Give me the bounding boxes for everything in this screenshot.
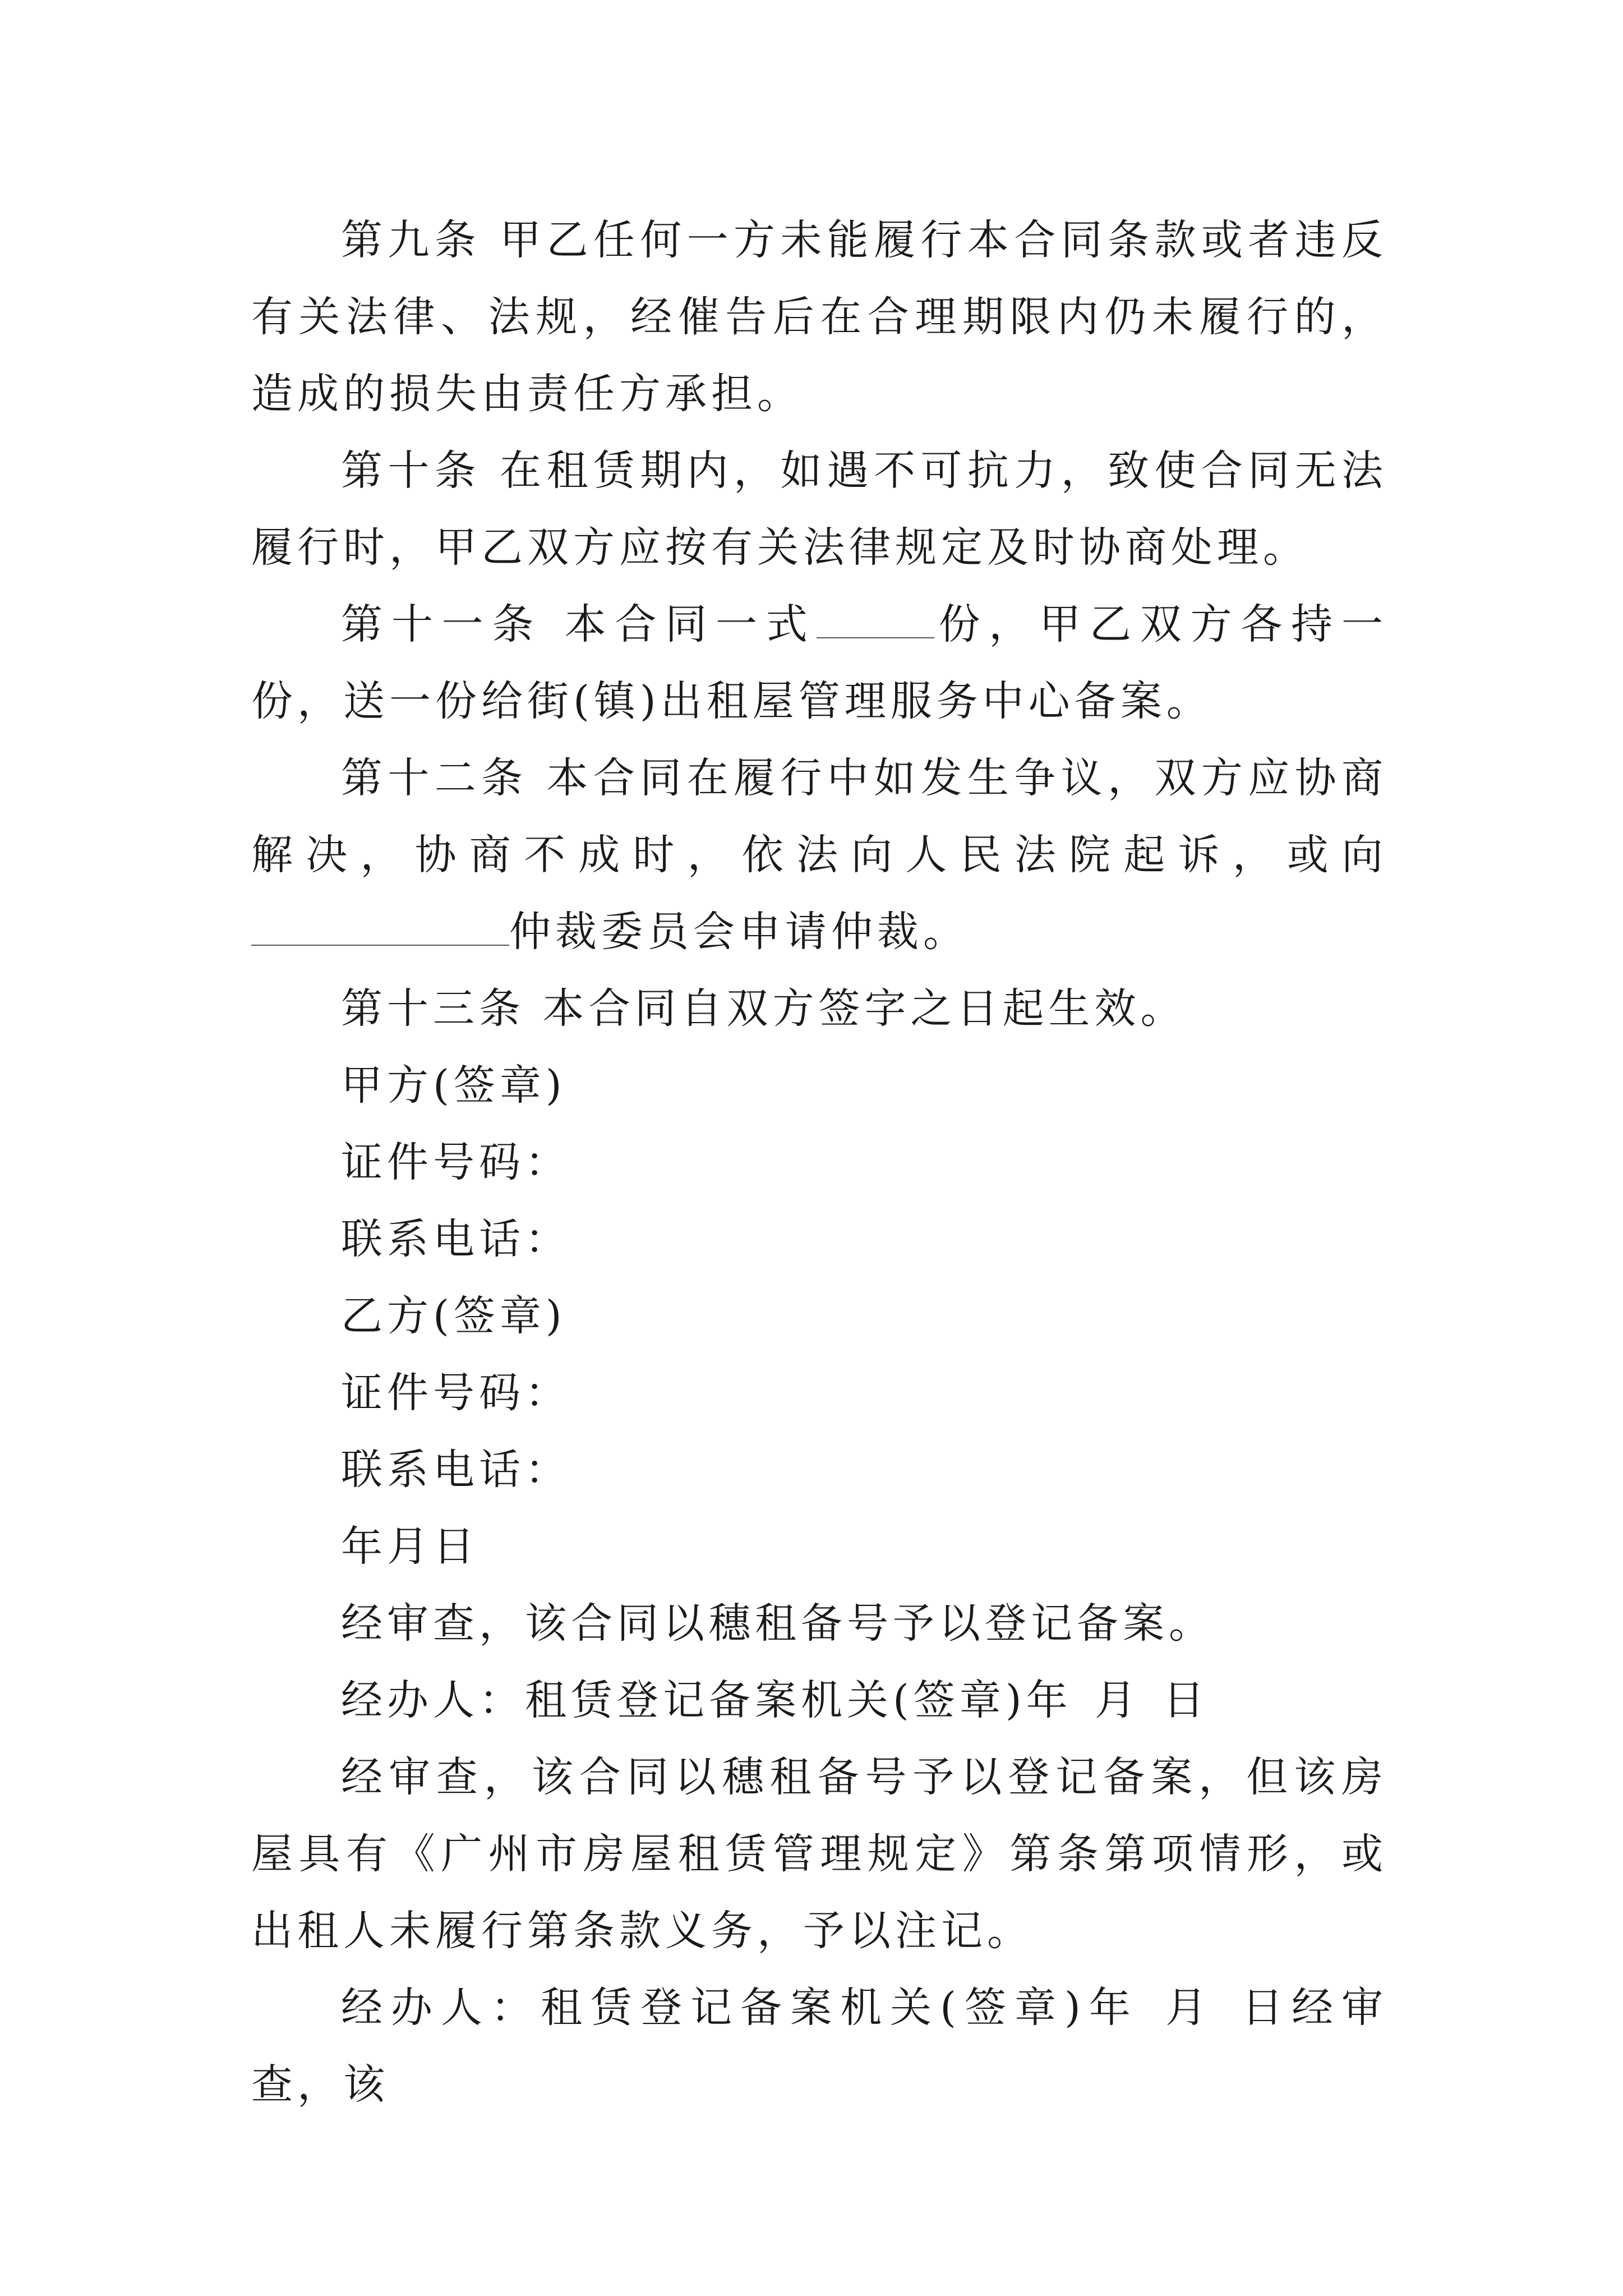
party-b-id: 证件号码： (341, 1369, 571, 1417)
handler-2 (251, 1970, 1387, 2123)
article-12-before: 第十二条 本合同在履行中如发生争议，双方应协商解决，协商不成时，依法向人民法院起诉，或向 (251, 754, 1387, 879)
party-a-phone: 联系电话： (341, 1215, 571, 1263)
article-11 (251, 586, 1387, 740)
party-a-id: 证件号码： (341, 1138, 571, 1186)
copies-blank (817, 592, 934, 638)
article-10: 第十条 在租赁期内，如遇不可抗力，致使合同无法履行时，甲乙双方应按有关法律规定及时协商处理。 (251, 447, 1387, 572)
handler-1 (251, 1662, 1387, 1739)
party-b-sign: 乙方(签章) (341, 1292, 566, 1340)
party-a-sign: 甲方(签章) (341, 1061, 566, 1110)
handler-1-day: 日 (1163, 1676, 1209, 1724)
article-11-before: 第十一条 本合同一式 (341, 600, 817, 648)
handler-2-tail: 日经审查，该 (251, 1984, 1388, 2109)
article-9: 第九条 甲乙任何一方未能履行本合同条款或者违反有关法律、法规，经催告后在合理期限内仍未履行的，造成的损失由责任方承担。 (251, 216, 1387, 418)
review-2: 经审查，该合同以穗租备号予以登记备案，但该房屋具有《广州市房屋租赁管理规定》第条第项情形，或出租人未履行第条款义务，予以注记。 (251, 1753, 1387, 1955)
party-b-phone: 联系电话： (341, 1446, 571, 1494)
arbitration-blank (251, 900, 509, 946)
handler-1-month: 月 (1094, 1676, 1141, 1724)
handler-2-text: 经办人：租赁登记备案机关(签章)年 (341, 1984, 1139, 2032)
article-12 (251, 740, 1387, 970)
handler-2-month: 月 (1161, 1984, 1215, 2032)
article-11-after: 份，甲乙双方各持一份，送一份给街(镇)出租屋管理服务中心备案。 (251, 600, 1387, 725)
handler-1-text: 经办人：租赁登记备案机关(签章)年 (341, 1676, 1072, 1724)
date-line: 年月日 (341, 1522, 479, 1571)
document-body (251, 202, 1387, 2123)
review-1: 经审查，该合同以穗租备号予以登记备案。 (341, 1599, 1215, 1648)
article-12-after: 仲裁委员会申请仲裁。 (509, 908, 969, 956)
article-13: 第十三条 本合同自双方签字之日起生效。 (341, 984, 1187, 1033)
